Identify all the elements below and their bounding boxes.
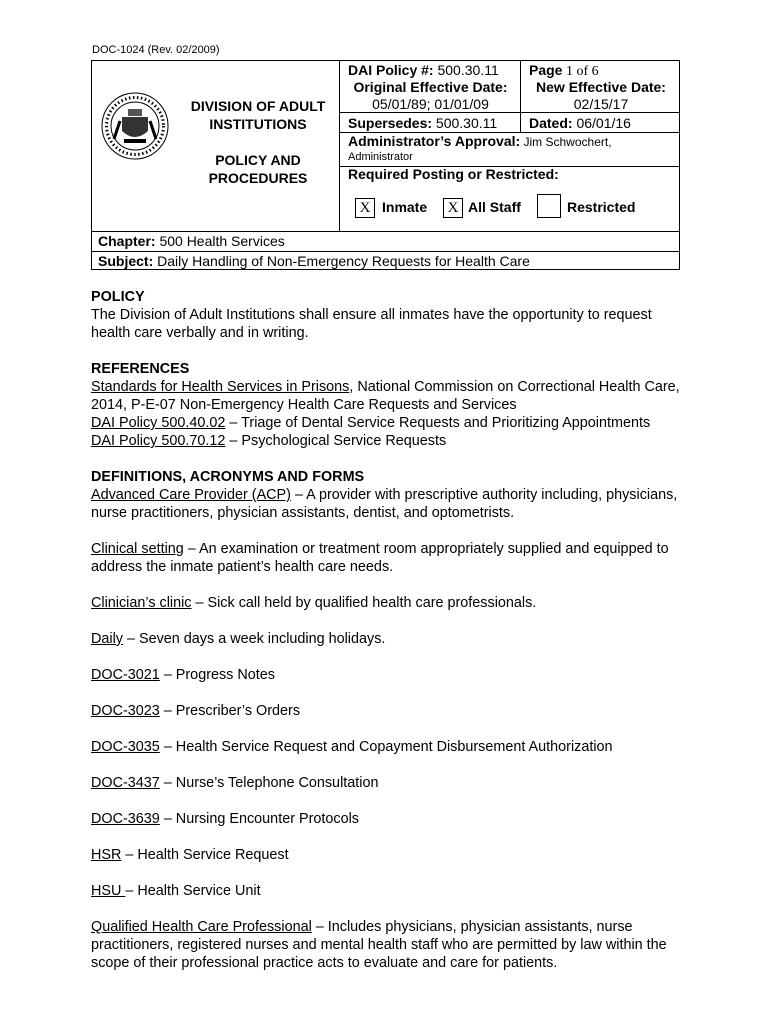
reference-item: DAI Policy 500.40.02 – Triage of Dental Service Requests and Prioritizing Appointments — [91, 415, 651, 431]
reference-item: Standards for Health Services in Prisons, National Commission on Correctional Health Care, 2014, P-E-07 Non-Emergency Health Care Requests and Services — [91, 379, 680, 413]
administrator-approval: Administrator’s Approval: Jim Schwochert, Administrator — [348, 133, 612, 163]
definition-item: DOC-3035 – Health Service Request and Copayment Disbursement Authorization — [91, 739, 613, 755]
policy-number: DAI Policy #: 500.30.11 — [348, 62, 499, 78]
dated: Dated: 06/01/16 — [529, 115, 631, 131]
definition-item: Advanced Care Provider (ACP) – A provider with prescriptive authority including, physicians, nurse practitioners, physician assistants, dentist, and optometrists. — [91, 487, 678, 521]
reference-item: DAI Policy 500.70.12 – Psychological Service Requests — [91, 433, 447, 449]
definition-item: Clinician’s clinic – Sick call held by qualified health care professionals. — [91, 595, 537, 611]
form-number: DOC-1024 (Rev. 02/2009) — [92, 44, 220, 56]
definition-item: DOC-3023 – Prescriber’s Orders — [91, 703, 301, 719]
definition-item: DOC-3021 – Progress Notes — [91, 667, 275, 683]
header-divider — [92, 231, 679, 232]
subject: Subject: Daily Handling of Non-Emergency Requests for Health Care — [98, 253, 530, 269]
definition-item: HSR – Health Service Request — [91, 847, 289, 863]
division-title: DIVISION OF ADULT INSTITUTIONS — [190, 98, 326, 132]
definition-item: DOC-3639 – Nursing Encounter Protocols — [91, 811, 359, 827]
inmate-checkbox[interactable]: X — [355, 198, 375, 218]
state-seal-icon — [100, 91, 170, 161]
policy-header-table — [91, 60, 680, 270]
definition-item: HSU – Health Service Unit — [91, 883, 261, 899]
header-divider — [339, 61, 340, 231]
posting-label: Required Posting or Restricted: — [348, 166, 559, 182]
definitions-heading: DEFINITIONS, ACRONYMS AND FORMS — [91, 469, 365, 485]
chapter: Chapter: 500 Health Services — [98, 233, 285, 249]
policy-heading: POLICY — [91, 289, 145, 305]
all-staff-checkbox[interactable]: X — [443, 198, 463, 218]
definition-item: Clinical setting – An examination or treatment room appropriately supplied and equipped to address the inmate patient’s health care needs. — [91, 541, 669, 575]
policy-procedures-title: POLICY AND PROCEDURES — [208, 152, 308, 186]
original-effective-date: Original Effective Date: 05/01/89; 01/01/09 — [353, 79, 508, 112]
header-divider — [92, 251, 679, 252]
policy-text: The Division of Adult Institutions shall ensure all inmates have the opportunity to request health care verbally and in writing. — [91, 307, 652, 341]
supersedes: Supersedes: 500.30.11 — [348, 115, 498, 131]
inmate-label: Inmate — [382, 199, 428, 215]
definition-item: DOC-3437 – Nurse’s Telephone Consultation — [91, 775, 379, 791]
definition-item: Qualified Health Care Professional – Includes physicians, physician assistants, nurse practitioners, registered nurses and mental health staff who are permitted by law within the scope of their professional practice acts to evaluate and care for patients. — [91, 919, 667, 971]
references-heading: REFERENCES — [91, 361, 190, 377]
page-count: Page 1 of 6 — [529, 62, 599, 79]
definition-item: Daily – Seven days a week including holidays. — [91, 631, 386, 647]
all-staff-label: All Staff — [468, 199, 521, 215]
restricted-checkbox[interactable] — [537, 194, 561, 218]
new-effective-date: New Effective Date: 02/15/17 — [536, 79, 666, 112]
restricted-label: Restricted — [567, 199, 636, 215]
policy-body — [91, 288, 691, 972]
